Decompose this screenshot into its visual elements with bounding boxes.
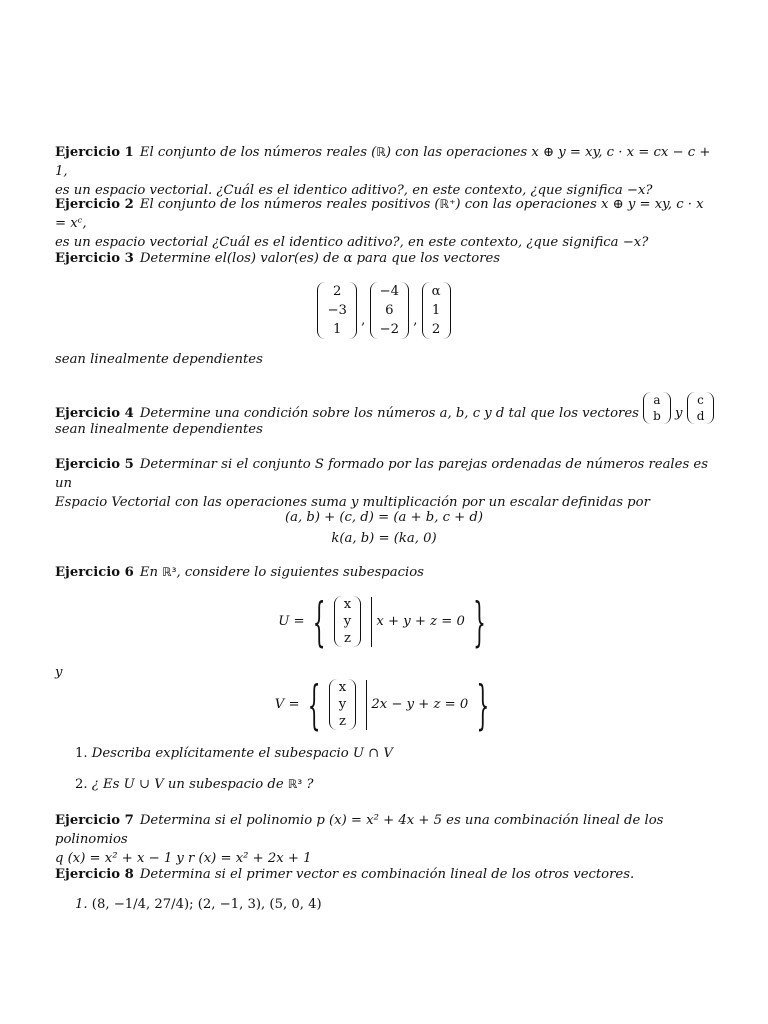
vector-3 [422, 282, 451, 339]
exercise-3-text-a: Determine el(los) valor(es) de α para que los vectores [139, 251, 501, 266]
subspace-v [0, 673, 768, 736]
subspace-u-entry: z [343, 631, 351, 646]
exercise-2-heading: Ejercicio 2 [55, 197, 134, 212]
exercise-3 [55, 249, 715, 268]
set-bar-icon [366, 680, 367, 730]
set-bar-icon [371, 597, 372, 647]
exercise-5-text-a: Determinar si el conjunto S formado por las parejas ordenadas de números reales es un [55, 457, 708, 491]
vector-1-entry: 2 [333, 284, 342, 299]
vector-1-entry: −3 [327, 303, 347, 318]
vector-cd-entry: d [696, 409, 705, 423]
exercise-2-operations: x ⊕ y = xy, c · x = xᶜ, [55, 197, 704, 231]
subspace-v-condition: 2x − y + z = 0 [371, 697, 469, 712]
vector-ab-entry: b [653, 409, 661, 423]
conjunction-y: y [55, 665, 63, 680]
exercise-1 [55, 143, 715, 200]
list-number: 1. [75, 897, 88, 912]
subspace-u-entry: y [343, 614, 352, 629]
exercise-2-text-b: ) con las operaciones [455, 197, 601, 212]
vector-2-entry: −2 [379, 322, 399, 337]
left-brace-icon: { [312, 590, 326, 653]
exercise-1-operations: x ⊕ y = xy, c · x = cx − c + 1, [55, 145, 711, 179]
vector-2 [370, 282, 409, 339]
subspace-u-entry: x [343, 597, 352, 612]
exercise-3-text-b: sean linealmente dependientes [55, 352, 263, 367]
exercise-6-text-a: En [139, 565, 163, 580]
exercise-1-text-b: ) con las operaciones [385, 145, 532, 160]
subspace-v-entry: x [338, 680, 347, 695]
subspace-v-entry: y [338, 697, 347, 712]
exercise-8-heading: Ejercicio 8 [55, 867, 134, 882]
vector-2-entry: −4 [379, 284, 399, 299]
exercise-2 [55, 195, 715, 252]
exercise-8-text: Determina si el primer vector es combinación lineal de los otros vectores. [139, 867, 635, 882]
exercise-8 [55, 865, 715, 884]
exercise-6 [55, 563, 715, 582]
exercise-5-heading: Ejercicio 5 [55, 457, 134, 472]
subspace-u-name: U = [278, 614, 305, 629]
exercise-6-text-b: , considere lo siguientes subespacios [176, 565, 424, 580]
list-text: Describa explícitamente el subespacio U ∩ V [91, 746, 393, 761]
vector-ab-entry: a [653, 393, 661, 407]
r3-symbol: ℝ³ [287, 777, 303, 791]
subspace-v-vector [329, 679, 356, 730]
exercise-1-text-d: ? [645, 183, 653, 198]
subspace-u [0, 590, 768, 653]
exercise-3-heading: Ejercicio 3 [55, 251, 134, 266]
reals-symbol: ℝ [376, 145, 386, 159]
vector-1 [317, 282, 356, 339]
subspace-u-vector [334, 596, 361, 647]
subspace-v-name: V = [274, 697, 300, 712]
exercise-6-item-2 [75, 777, 313, 792]
vector-2-entry: 6 [385, 303, 394, 318]
exercise-7-text-a: Determina si el polinomio p (x) = x² + 4x + 5 es una combinación lineal de los polinomios [55, 813, 664, 847]
vector-3-entry: α [431, 284, 441, 299]
exercise-7-heading: Ejercicio 7 [55, 813, 134, 828]
exercise-6-item-1 [75, 746, 393, 761]
r3-symbol: ℝ³ [162, 565, 177, 579]
exercise-2-text-c: es un espacio vectorial ¿Cuál es el identico aditivo?, en este contexto, ¿que significa [55, 235, 623, 250]
exercise-5-text-b: Espacio Vectorial con las operaciones suma y multiplicación por un escalar definidas por [55, 495, 650, 510]
exercise-3-vectors: 2 −3 1 , −4 6 −2 , α 1 2 [0, 282, 768, 339]
exercise-1-text-a: El conjunto de los números reales ( [139, 145, 377, 160]
exercise-7 [55, 811, 715, 868]
vector-cd-entry: c [697, 393, 704, 407]
exercise-8-item-1 [75, 897, 322, 912]
left-brace-icon: { [307, 673, 321, 736]
exercise-1-text-c: es un espacio vectorial. ¿Cuál es el identico aditivo?, en este contexto, ¿que significa [55, 183, 627, 198]
subspace-v-entry: z [338, 714, 346, 729]
equation-sum: (a, b) + (c, d) = (a + b, c + d) [284, 510, 484, 525]
exercise-2-text-a: El conjunto de los números reales positivos ( [139, 197, 440, 212]
exercise-7-text-b: q (x) = x² + x − 1 y r (x) = x² + 2x + 1 [55, 851, 312, 866]
vector-1-entry: 1 [333, 322, 342, 337]
right-brace-icon: } [476, 673, 490, 736]
exercise-2-neg-x: −x [622, 235, 642, 250]
exercise-2-text-d: ? [641, 235, 649, 250]
vector-3-entry: 1 [431, 303, 441, 318]
equation-scalar: k(a, b) = (ka, 0) [331, 531, 437, 546]
vector-3-entry: 2 [431, 322, 441, 337]
list-text: (8, −1/4, 27/4); (2, −1, 3), (5, 0, 4) [91, 897, 322, 912]
exercise-4-text-b: sean linealmente dependientes [55, 422, 263, 437]
subspace-u-condition: x + y + z = 0 [376, 614, 465, 629]
positive-reals-symbol: ℝ⁺ [439, 197, 456, 211]
exercise-4-heading: Ejercicio 4 [55, 406, 134, 421]
right-brace-icon: } [473, 590, 486, 653]
exercise-5-equations [0, 507, 768, 549]
list-text-end: ? [302, 777, 314, 792]
exercise-4-text-a: Determine una condición sobre los números a, b, c y d tal que los vectores [139, 406, 639, 421]
exercise-4-conj: y [675, 406, 683, 421]
exercise-5 [55, 455, 715, 512]
list-number: 2. [75, 777, 88, 792]
exercise-1-heading: Ejercicio 1 [55, 145, 134, 160]
exercise-1-neg-x: −x [626, 183, 646, 198]
list-text: ¿ Es U ∪ V un subespacio de [91, 777, 288, 792]
exercise-6-heading: Ejercicio 6 [55, 565, 134, 580]
list-number: 1. [75, 746, 88, 761]
